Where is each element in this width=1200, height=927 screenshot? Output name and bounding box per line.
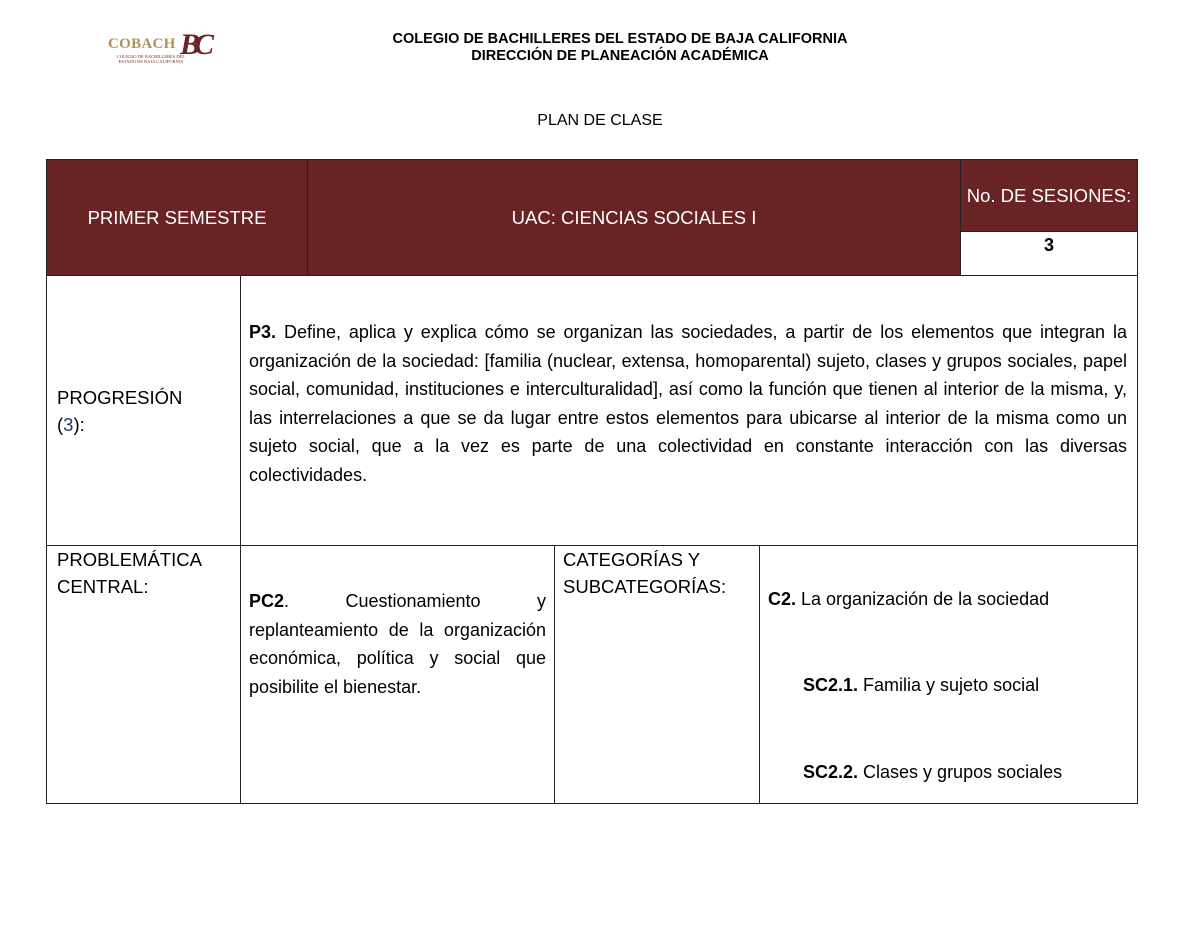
cobach-logo [104, 28, 214, 68]
semester-cell [47, 160, 307, 275]
categories-label-cell [554, 545, 759, 803]
department-name: DIRECCIÓN DE PLANEACIÓN ACADÉMICA [471, 48, 769, 64]
category-c2 [768, 589, 1049, 610]
logo-wordmark: COBACH [108, 36, 176, 52]
subcategory-2-text: Clases y grupos sociales [858, 762, 1063, 782]
problem-text-cell [240, 545, 554, 803]
sessions-label-cell [960, 160, 1137, 231]
problem-code: PC2 [249, 591, 285, 611]
progression-paren-close: ): [73, 414, 85, 435]
progression-number: 3 [63, 414, 74, 435]
subcategory-2-code: SC2.2. [803, 762, 859, 782]
logo-subtitle: COLEGIO DE BACHILLERES DEL ESTADO DE BAJA CALIFORNIA [116, 54, 186, 64]
uac-cell [307, 160, 960, 275]
problem-label: PROBLEMÁTICA CENTRAL: [57, 549, 201, 597]
document-title: PLAN DE CLASE [537, 112, 663, 129]
subcategory-1-code: SC2.1. [803, 675, 859, 695]
subcategory-sc22 [803, 762, 1062, 783]
progression-text: Define, aplica y explica cómo se organizan las sociedades, a partir de los elementos que integran la organización de la sociedad: [familia (nuclear, extensa, homoparental) sujeto, clases y grupos sociales, papel social, comunidad, instituciones e interculturalidad], así como la función que tienen al interior de la misma, y, las interrelaciones a que se da lugar entre estos elementos para ubicarse al interior de la misma como un sujeto social, que a la vez es parte de una colectividad en constante interacción con las diversas colectividades. [249, 322, 1127, 485]
problem-label-cell [47, 545, 240, 803]
progression-paren-open: ( [57, 414, 64, 435]
logo-monogram: BC [180, 28, 209, 61]
subcategory-sc21 [803, 675, 1039, 696]
uac-text: UAC: CIENCIAS SOCIALES I [511, 206, 757, 228]
sessions-value: 3 [1043, 235, 1054, 255]
subcategory-1-text: Familia y sujeto social [858, 675, 1040, 695]
institution-header [300, 31, 940, 65]
categories-label: CATEGORÍAS Y SUBCATEGORÍAS: [563, 549, 727, 597]
categories-content-cell [759, 545, 1137, 803]
institution-name: COLEGIO DE BACHILLERES DEL ESTADO DE BAJA CALIFORNIA [392, 31, 848, 47]
problem-text: . Cuestionamiento y replanteamiento de la organización económica, política y social que posibilite el bienestar. [249, 591, 546, 697]
progression-label: PROGRESIÓN [57, 387, 183, 408]
problem-description [249, 587, 546, 701]
sessions-value-cell [960, 231, 1137, 275]
class-plan-table [46, 159, 1138, 804]
category-code: C2. [768, 589, 797, 609]
category-text: La organización de la sociedad [796, 589, 1050, 609]
sessions-label: No. DE SESIONES: [966, 184, 1132, 206]
progression-description [249, 318, 1127, 489]
semester-text: PRIMER SEMESTRE [87, 206, 267, 228]
progression-code: P3. [249, 322, 277, 342]
progression-text-cell [240, 275, 1137, 545]
progression-label-cell [47, 275, 240, 545]
